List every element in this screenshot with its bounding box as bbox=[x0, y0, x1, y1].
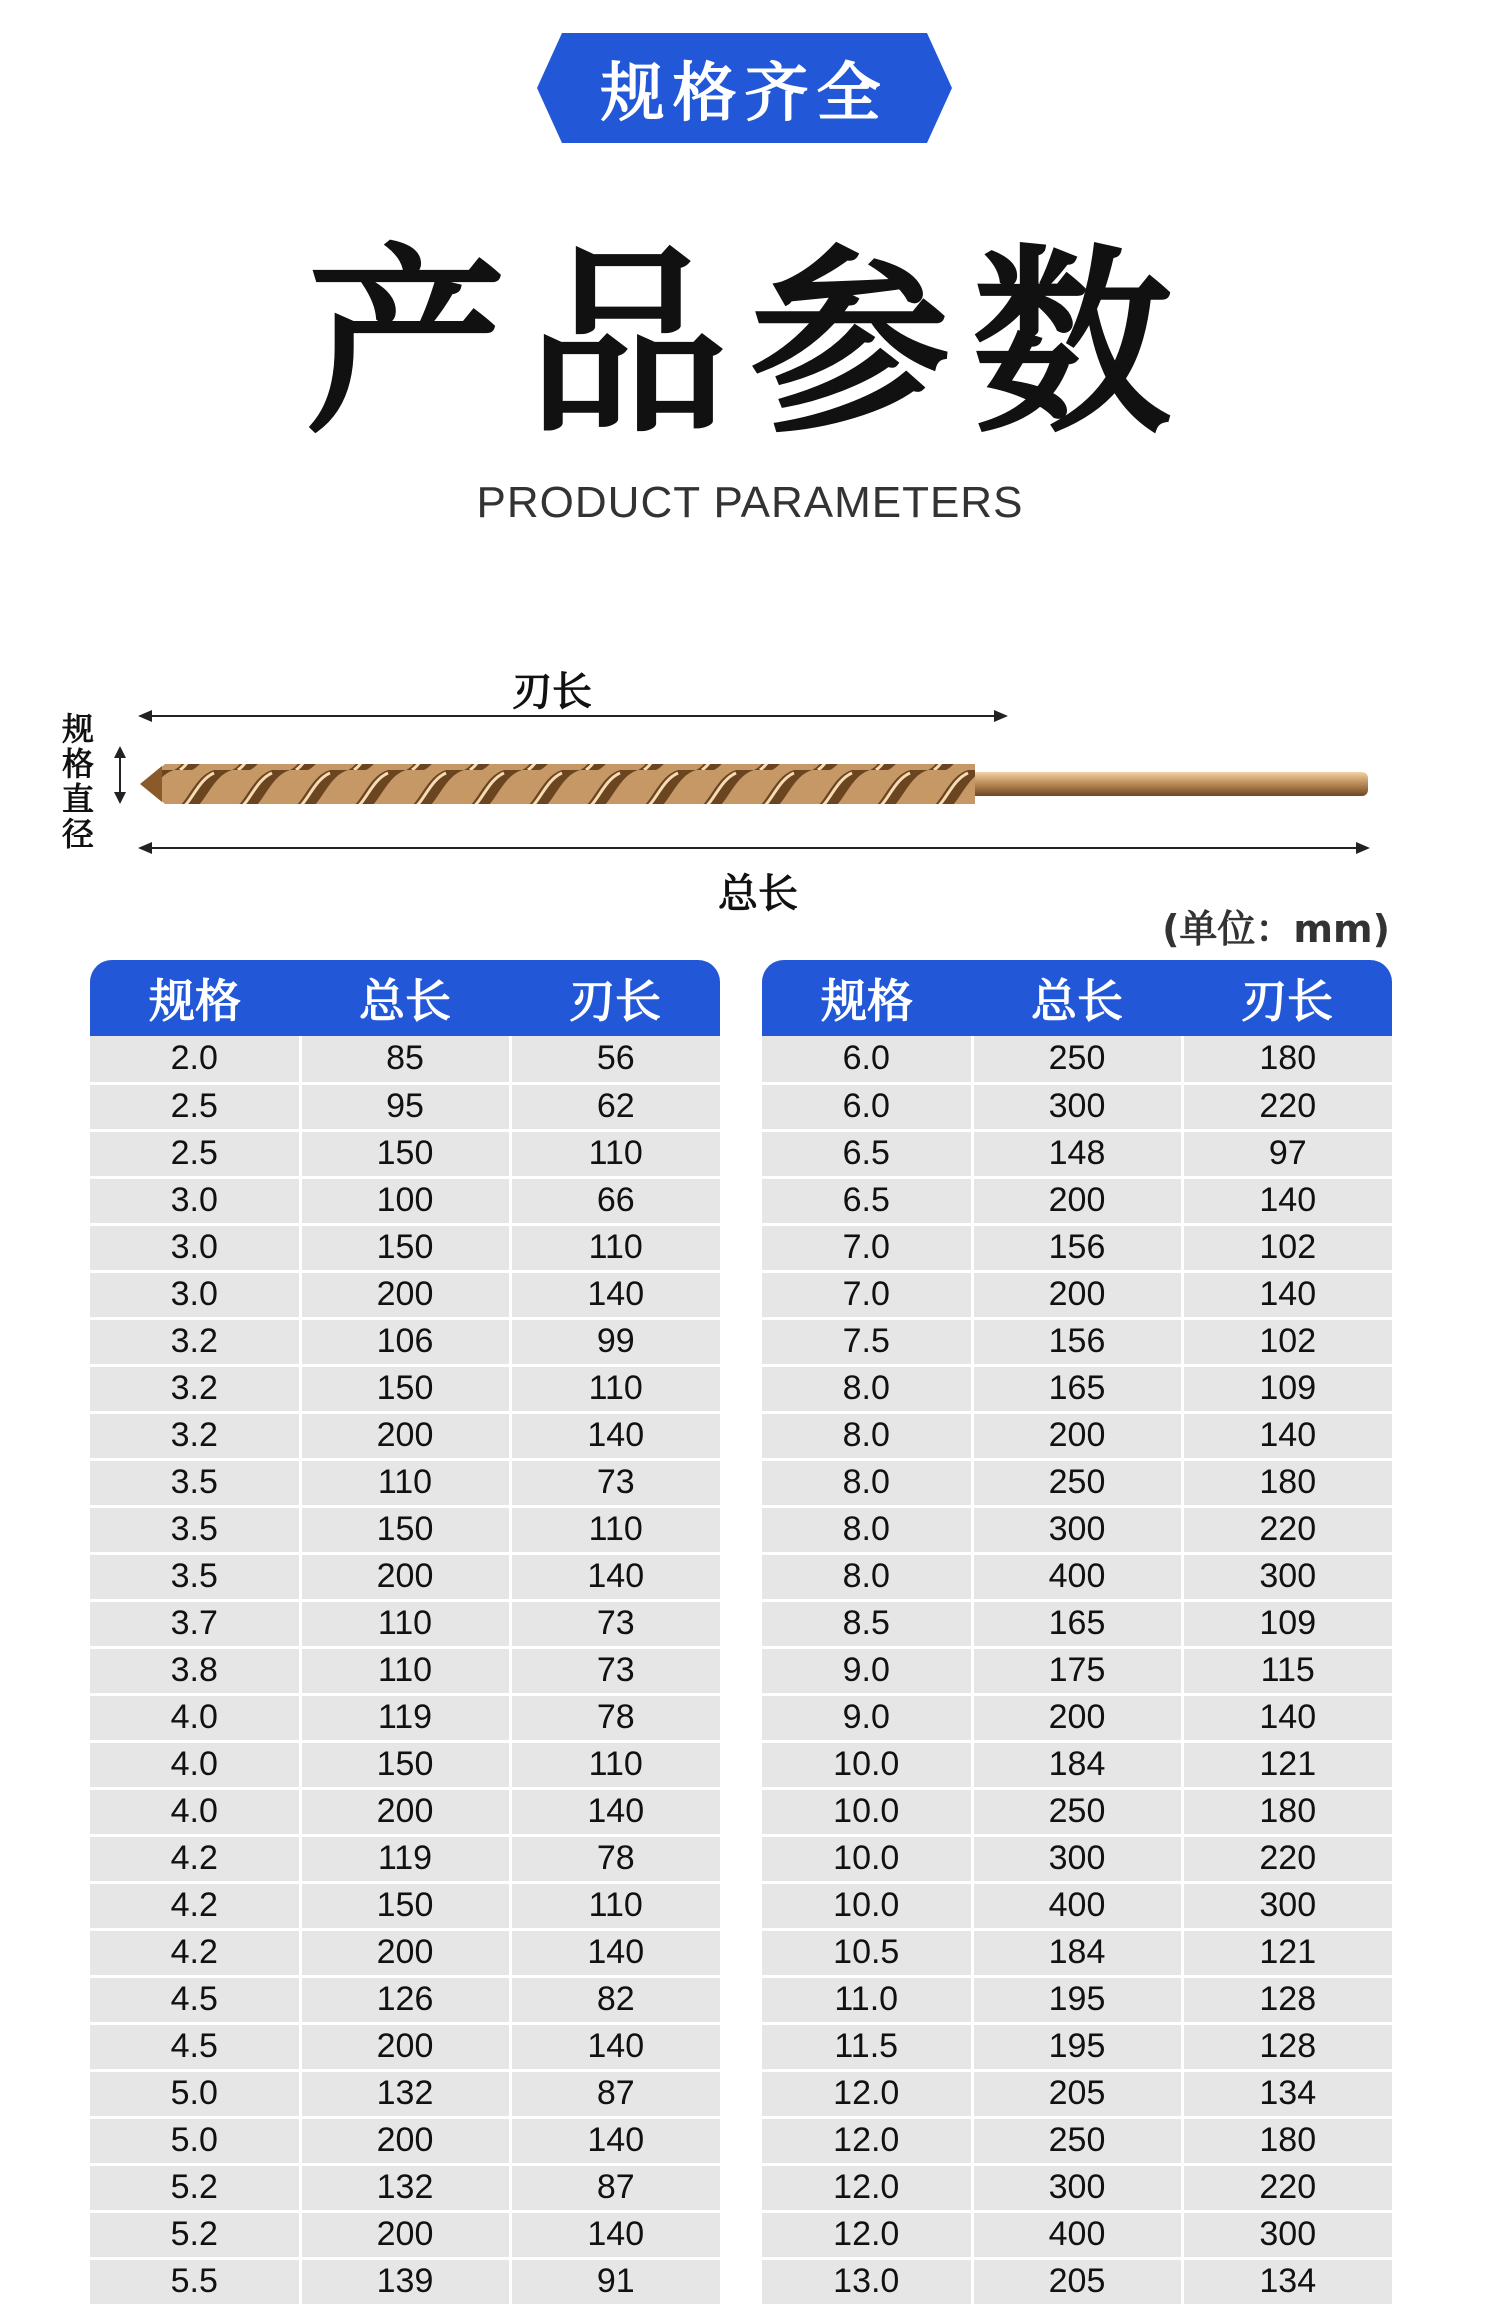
table-row bbox=[762, 1083, 1392, 1130]
cell-total-length: 205 bbox=[972, 2258, 1182, 2305]
table-header-row bbox=[762, 960, 1392, 1036]
cell-blade-length: 220 bbox=[1182, 1506, 1392, 1553]
cell-spec: 9.0 bbox=[762, 1647, 972, 1694]
cell-total-length: 250 bbox=[972, 1036, 1182, 1083]
cell-total-length: 200 bbox=[972, 1412, 1182, 1459]
cell-blade-length: 140 bbox=[510, 2117, 720, 2164]
cell-blade-length: 140 bbox=[510, 2211, 720, 2258]
cell-total-length: 165 bbox=[972, 1365, 1182, 1412]
cell-total-length: 132 bbox=[300, 2070, 510, 2117]
cell-blade-length: 140 bbox=[1182, 1177, 1392, 1224]
cell-total-length: 205 bbox=[972, 2070, 1182, 2117]
cell-spec: 7.5 bbox=[762, 1318, 972, 1365]
cell-total-length: 200 bbox=[300, 1929, 510, 1976]
table-row bbox=[762, 1600, 1392, 1647]
cell-spec: 8.0 bbox=[762, 1553, 972, 1600]
cell-total-length: 200 bbox=[300, 1553, 510, 1600]
cell-spec: 3.5 bbox=[90, 1459, 300, 1506]
badge-label: 规格齐全 bbox=[600, 57, 889, 131]
cell-spec: 4.2 bbox=[90, 1835, 300, 1882]
cell-blade-length: 110 bbox=[510, 1365, 720, 1412]
cell-spec: 8.0 bbox=[762, 1506, 972, 1553]
table-row bbox=[762, 1976, 1392, 2023]
cell-blade-length: 110 bbox=[510, 1882, 720, 1929]
cell-blade-length: 140 bbox=[1182, 1694, 1392, 1741]
cell-blade-length: 102 bbox=[1182, 1318, 1392, 1365]
col-header-spec: 规格 bbox=[90, 960, 300, 1036]
table-row bbox=[762, 1130, 1392, 1177]
cell-spec: 3.2 bbox=[90, 1365, 300, 1412]
cell-spec: 10.0 bbox=[762, 1741, 972, 1788]
cell-total-length: 119 bbox=[300, 1835, 510, 1882]
col-header-spec: 规格 bbox=[762, 960, 972, 1036]
cell-spec: 11.0 bbox=[762, 1976, 972, 2023]
table-row bbox=[90, 1741, 720, 1788]
cell-blade-length: 140 bbox=[510, 1929, 720, 1976]
cell-total-length: 132 bbox=[300, 2164, 510, 2211]
cell-total-length: 110 bbox=[300, 1647, 510, 1694]
diameter-label: 规格直径 bbox=[61, 710, 94, 853]
cell-total-length: 85 bbox=[300, 1036, 510, 1083]
cell-total-length: 150 bbox=[300, 1130, 510, 1177]
cell-spec: 2.5 bbox=[90, 1083, 300, 1130]
cell-blade-length: 73 bbox=[510, 1647, 720, 1694]
table-row bbox=[762, 1835, 1392, 1882]
cell-blade-length: 134 bbox=[1182, 2070, 1392, 2117]
cell-blade-length: 78 bbox=[510, 1694, 720, 1741]
table-row bbox=[762, 1318, 1392, 1365]
cell-blade-length: 140 bbox=[510, 1271, 720, 1318]
cell-spec: 5.5 bbox=[90, 2258, 300, 2305]
cell-total-length: 300 bbox=[972, 1835, 1182, 1882]
blade-length-label: 刃长 bbox=[512, 669, 592, 715]
cell-blade-length: 121 bbox=[1182, 1929, 1392, 1976]
cell-blade-length: 99 bbox=[510, 1318, 720, 1365]
cell-blade-length: 87 bbox=[510, 2070, 720, 2117]
cell-total-length: 175 bbox=[972, 1647, 1182, 1694]
cell-total-length: 200 bbox=[300, 1271, 510, 1318]
cell-blade-length: 180 bbox=[1182, 2117, 1392, 2164]
cell-spec: 3.0 bbox=[90, 1177, 300, 1224]
cell-total-length: 250 bbox=[972, 2117, 1182, 2164]
cell-blade-length: 110 bbox=[510, 1224, 720, 1271]
cell-spec: 3.5 bbox=[90, 1506, 300, 1553]
drill-diagram bbox=[0, 690, 1500, 890]
table-row bbox=[762, 1741, 1392, 1788]
cell-total-length: 106 bbox=[300, 1318, 510, 1365]
cell-total-length: 184 bbox=[972, 1929, 1182, 1976]
table-row bbox=[90, 2258, 720, 2305]
cell-spec: 6.5 bbox=[762, 1130, 972, 1177]
cell-spec: 6.0 bbox=[762, 1036, 972, 1083]
cell-spec: 4.2 bbox=[90, 1929, 300, 1976]
cell-blade-length: 87 bbox=[510, 2164, 720, 2211]
cell-blade-length: 91 bbox=[510, 2258, 720, 2305]
cell-spec: 8.0 bbox=[762, 1459, 972, 1506]
cell-spec: 7.0 bbox=[762, 1224, 972, 1271]
cell-blade-length: 110 bbox=[510, 1506, 720, 1553]
table-row bbox=[90, 1506, 720, 1553]
table-row bbox=[90, 1600, 720, 1647]
cell-blade-length: 180 bbox=[1182, 1459, 1392, 1506]
table-row bbox=[90, 1882, 720, 1929]
cell-blade-length: 220 bbox=[1182, 1835, 1392, 1882]
cell-total-length: 200 bbox=[972, 1694, 1182, 1741]
cell-spec: 3.8 bbox=[90, 1647, 300, 1694]
cell-spec: 7.0 bbox=[762, 1271, 972, 1318]
cell-blade-length: 82 bbox=[510, 1976, 720, 2023]
cell-blade-length: 62 bbox=[510, 1083, 720, 1130]
cell-blade-length: 102 bbox=[1182, 1224, 1392, 1271]
cell-spec: 12.0 bbox=[762, 2211, 972, 2258]
table-row bbox=[90, 1177, 720, 1224]
table-row bbox=[762, 2258, 1392, 2305]
cell-spec: 4.5 bbox=[90, 1976, 300, 2023]
cell-blade-length: 140 bbox=[510, 2023, 720, 2070]
table-row bbox=[90, 1083, 720, 1130]
cell-blade-length: 115 bbox=[1182, 1647, 1392, 1694]
cell-total-length: 156 bbox=[972, 1318, 1182, 1365]
col-header-total-length: 总长 bbox=[972, 960, 1182, 1036]
table-row bbox=[762, 1647, 1392, 1694]
table-row bbox=[90, 1835, 720, 1882]
table-row bbox=[762, 1788, 1392, 1835]
cell-spec: 5.0 bbox=[90, 2070, 300, 2117]
cell-total-length: 150 bbox=[300, 1882, 510, 1929]
table-row bbox=[90, 1459, 720, 1506]
table-row bbox=[90, 2117, 720, 2164]
cell-spec: 9.0 bbox=[762, 1694, 972, 1741]
cell-total-length: 110 bbox=[300, 1459, 510, 1506]
table-row bbox=[762, 1553, 1392, 1600]
cell-blade-length: 180 bbox=[1182, 1788, 1392, 1835]
table-row bbox=[90, 2211, 720, 2258]
cell-total-length: 400 bbox=[972, 1553, 1182, 1600]
cell-total-length: 150 bbox=[300, 1365, 510, 1412]
drill-shank bbox=[960, 772, 1368, 796]
table-row bbox=[762, 1412, 1392, 1459]
cell-total-length: 184 bbox=[972, 1741, 1182, 1788]
cell-total-length: 119 bbox=[300, 1694, 510, 1741]
cell-spec: 5.0 bbox=[90, 2117, 300, 2164]
cell-blade-length: 140 bbox=[1182, 1412, 1392, 1459]
cell-spec: 3.0 bbox=[90, 1271, 300, 1318]
table-row bbox=[90, 1788, 720, 1835]
cell-spec: 8.5 bbox=[762, 1600, 972, 1647]
table-row bbox=[762, 1929, 1392, 1976]
unit-label: (单位：mm) bbox=[1162, 907, 1390, 951]
table-row bbox=[762, 1459, 1392, 1506]
cell-blade-length: 300 bbox=[1182, 1553, 1392, 1600]
table-row bbox=[762, 1036, 1392, 1083]
cell-spec: 6.5 bbox=[762, 1177, 972, 1224]
table-row bbox=[90, 1224, 720, 1271]
cell-total-length: 400 bbox=[972, 1882, 1182, 1929]
table-row bbox=[90, 1365, 720, 1412]
table-row bbox=[90, 1553, 720, 1600]
cell-blade-length: 140 bbox=[510, 1788, 720, 1835]
cell-total-length: 300 bbox=[972, 1083, 1182, 1130]
table-row bbox=[90, 2070, 720, 2117]
table-row bbox=[762, 2023, 1392, 2070]
spec-table-right bbox=[762, 960, 1392, 2307]
spec-badge bbox=[537, 33, 952, 143]
cell-blade-length: 66 bbox=[510, 1177, 720, 1224]
cell-spec: 10.0 bbox=[762, 1788, 972, 1835]
table-row bbox=[90, 1412, 720, 1459]
cell-total-length: 250 bbox=[972, 1459, 1182, 1506]
cell-total-length: 400 bbox=[972, 2211, 1182, 2258]
cell-blade-length: 134 bbox=[1182, 2258, 1392, 2305]
cell-spec: 2.0 bbox=[90, 1036, 300, 1083]
cell-spec: 8.0 bbox=[762, 1365, 972, 1412]
table-row bbox=[90, 2023, 720, 2070]
table-row bbox=[762, 2117, 1392, 2164]
cell-total-length: 156 bbox=[972, 1224, 1182, 1271]
cell-blade-length: 128 bbox=[1182, 2023, 1392, 2070]
cell-blade-length: 180 bbox=[1182, 1036, 1392, 1083]
cell-spec: 6.0 bbox=[762, 1083, 972, 1130]
cell-spec: 4.0 bbox=[90, 1741, 300, 1788]
col-header-blade-length: 刃长 bbox=[1182, 960, 1392, 1036]
cell-blade-length: 110 bbox=[510, 1741, 720, 1788]
cell-total-length: 139 bbox=[300, 2258, 510, 2305]
cell-blade-length: 121 bbox=[1182, 1741, 1392, 1788]
cell-spec: 5.2 bbox=[90, 2164, 300, 2211]
table-row bbox=[90, 2164, 720, 2211]
table-row bbox=[762, 1882, 1392, 1929]
cell-total-length: 110 bbox=[300, 1600, 510, 1647]
table-row bbox=[762, 1177, 1392, 1224]
cell-spec: 4.2 bbox=[90, 1882, 300, 1929]
cell-total-length: 300 bbox=[972, 1506, 1182, 1553]
cell-spec: 3.2 bbox=[90, 1412, 300, 1459]
table-header-row bbox=[90, 960, 720, 1036]
table-row bbox=[90, 1929, 720, 1976]
cell-total-length: 150 bbox=[300, 1224, 510, 1271]
cell-spec: 10.5 bbox=[762, 1929, 972, 1976]
page-subtitle: PRODUCT PARAMETERS bbox=[476, 478, 1024, 527]
cell-total-length: 195 bbox=[972, 2023, 1182, 2070]
cell-total-length: 100 bbox=[300, 1177, 510, 1224]
cell-total-length: 126 bbox=[300, 1976, 510, 2023]
cell-blade-length: 78 bbox=[510, 1835, 720, 1882]
cell-spec: 4.0 bbox=[90, 1694, 300, 1741]
cell-spec: 12.0 bbox=[762, 2117, 972, 2164]
table-row bbox=[762, 1365, 1392, 1412]
cell-blade-length: 140 bbox=[1182, 1271, 1392, 1318]
cell-spec: 11.5 bbox=[762, 2023, 972, 2070]
cell-total-length: 95 bbox=[300, 1083, 510, 1130]
cell-blade-length: 140 bbox=[510, 1412, 720, 1459]
table-row bbox=[762, 2070, 1392, 2117]
table-row bbox=[762, 1694, 1392, 1741]
cell-blade-length: 97 bbox=[1182, 1130, 1392, 1177]
table-row bbox=[90, 1036, 720, 1083]
table-row bbox=[762, 2211, 1392, 2258]
cell-blade-length: 73 bbox=[510, 1600, 720, 1647]
cell-spec: 12.0 bbox=[762, 2164, 972, 2211]
cell-blade-length: 300 bbox=[1182, 1882, 1392, 1929]
cell-blade-length: 128 bbox=[1182, 1976, 1392, 2023]
table-row bbox=[90, 1271, 720, 1318]
cell-total-length: 200 bbox=[300, 1412, 510, 1459]
table-row bbox=[90, 1130, 720, 1177]
cell-blade-length: 300 bbox=[1182, 2211, 1392, 2258]
drill-flutes bbox=[142, 764, 975, 804]
cell-total-length: 200 bbox=[972, 1177, 1182, 1224]
cell-total-length: 200 bbox=[300, 1788, 510, 1835]
cell-spec: 4.5 bbox=[90, 2023, 300, 2070]
cell-spec: 10.0 bbox=[762, 1835, 972, 1882]
cell-blade-length: 110 bbox=[510, 1130, 720, 1177]
total-length-label: 总长 bbox=[718, 871, 798, 917]
cell-spec: 4.0 bbox=[90, 1788, 300, 1835]
table-row bbox=[762, 2164, 1392, 2211]
table-row bbox=[90, 1694, 720, 1741]
table-row bbox=[90, 1647, 720, 1694]
col-header-blade-length: 刃长 bbox=[510, 960, 720, 1036]
cell-spec: 10.0 bbox=[762, 1882, 972, 1929]
table-row bbox=[90, 1976, 720, 2023]
cell-total-length: 150 bbox=[300, 1506, 510, 1553]
cell-total-length: 150 bbox=[300, 1741, 510, 1788]
cell-total-length: 250 bbox=[972, 1788, 1182, 1835]
cell-total-length: 195 bbox=[972, 1976, 1182, 2023]
cell-total-length: 148 bbox=[972, 1130, 1182, 1177]
table-row bbox=[762, 1506, 1392, 1553]
cell-spec: 8.0 bbox=[762, 1412, 972, 1459]
cell-spec: 3.2 bbox=[90, 1318, 300, 1365]
cell-total-length: 200 bbox=[972, 1271, 1182, 1318]
cell-blade-length: 109 bbox=[1182, 1365, 1392, 1412]
cell-total-length: 200 bbox=[300, 2211, 510, 2258]
cell-blade-length: 56 bbox=[510, 1036, 720, 1083]
cell-blade-length: 140 bbox=[510, 1553, 720, 1600]
cell-blade-length: 73 bbox=[510, 1459, 720, 1506]
cell-spec: 2.5 bbox=[90, 1130, 300, 1177]
cell-spec: 3.7 bbox=[90, 1600, 300, 1647]
table-row bbox=[90, 1318, 720, 1365]
cell-spec: 13.0 bbox=[762, 2258, 972, 2305]
table-row bbox=[762, 1224, 1392, 1271]
cell-spec: 3.0 bbox=[90, 1224, 300, 1271]
spec-table-left bbox=[90, 960, 720, 2307]
cell-spec: 5.2 bbox=[90, 2211, 300, 2258]
cell-total-length: 165 bbox=[972, 1600, 1182, 1647]
cell-blade-length: 220 bbox=[1182, 1083, 1392, 1130]
page-title: 产品参数 bbox=[305, 228, 1194, 461]
col-header-total-length: 总长 bbox=[300, 960, 510, 1036]
table-row bbox=[762, 1271, 1392, 1318]
cell-blade-length: 220 bbox=[1182, 2164, 1392, 2211]
cell-total-length: 200 bbox=[300, 2117, 510, 2164]
cell-blade-length: 109 bbox=[1182, 1600, 1392, 1647]
cell-spec: 12.0 bbox=[762, 2070, 972, 2117]
cell-spec: 3.5 bbox=[90, 1553, 300, 1600]
cell-total-length: 200 bbox=[300, 2023, 510, 2070]
cell-total-length: 300 bbox=[972, 2164, 1182, 2211]
